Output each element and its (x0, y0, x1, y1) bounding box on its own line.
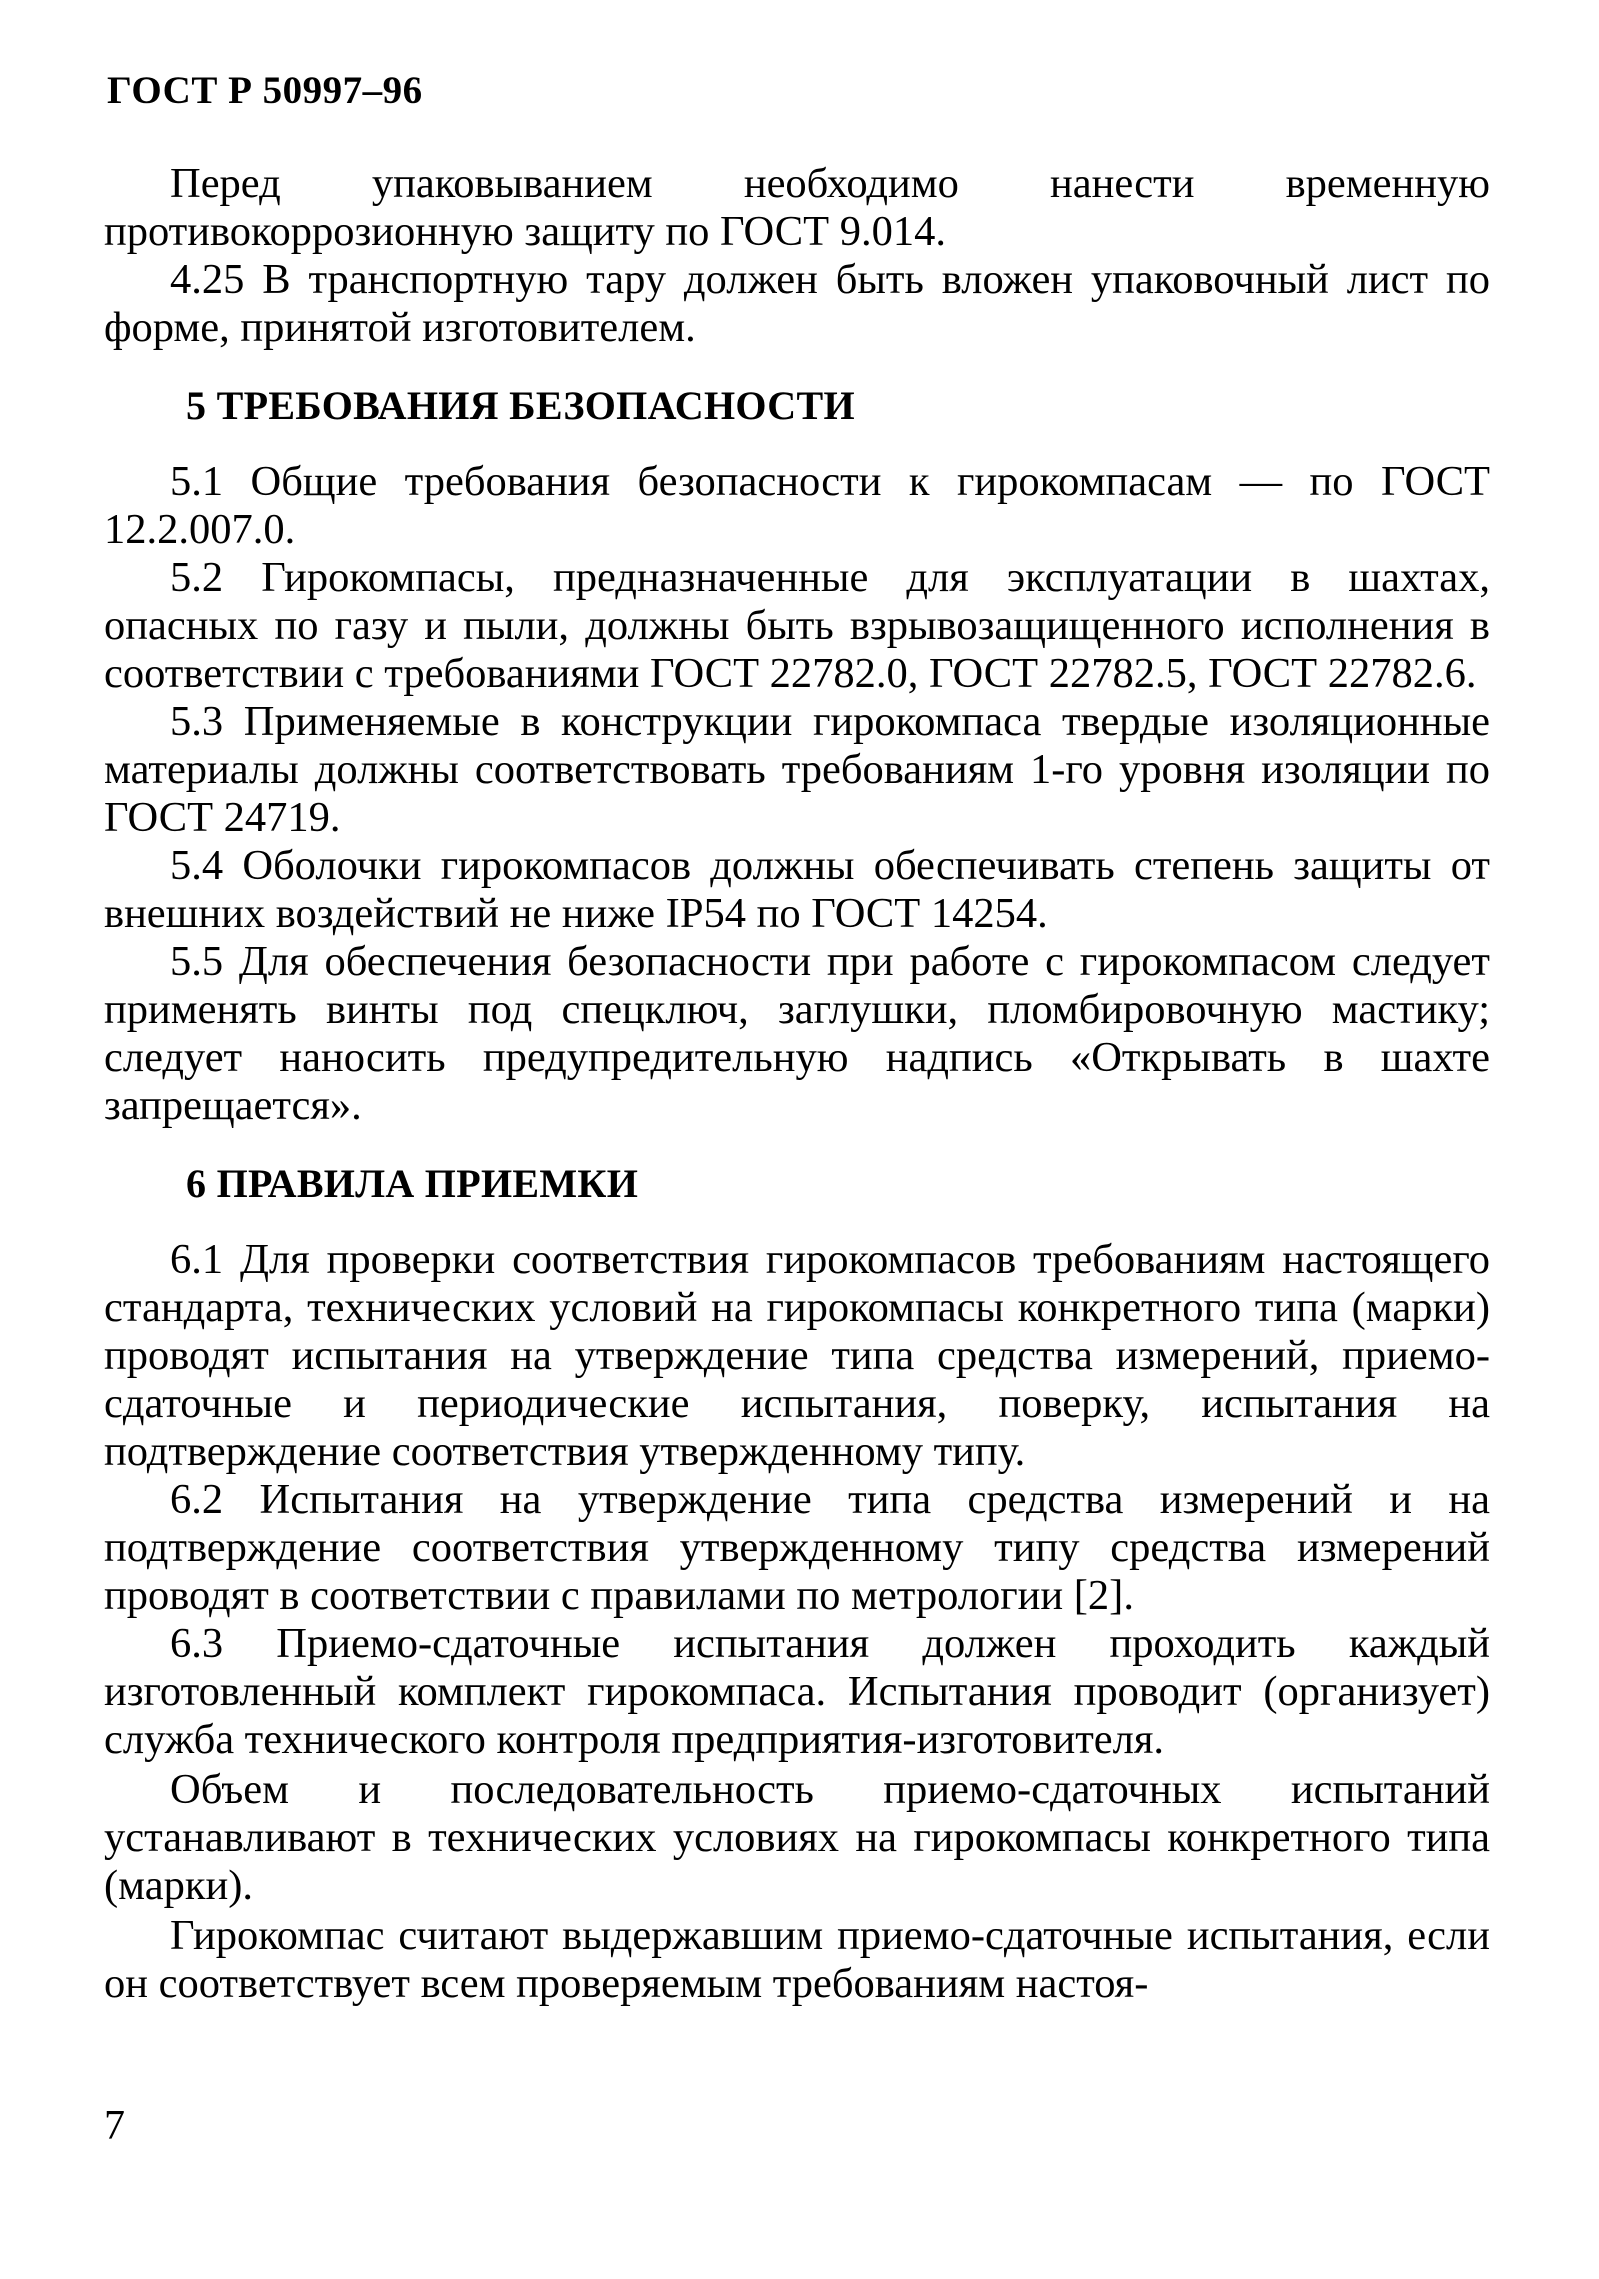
standard-header: ГОСТ Р 50997–96 (107, 69, 423, 112)
paragraph-6-1: 6.1 Для проверки соответствия гирокомпасов требованиям настоящего стандарта, технических условий на гирокомпасы конкретного типа (марки) проводят испытания на утверждение типа средства измерений, приемо-сдаточные и периодические испытания, поверку, испытания на подтверждение соответствия утвержденному типу. (104, 1236, 1490, 1475)
paragraph-5-1: 5.1 Общие требования безопасности к гирокомпасам — по ГОСТ 12.2.007.0. (104, 458, 1490, 553)
paragraph-4-24-continuation: Перед упаковыванием необходимо нанести временную противокоррозионную защиту по ГОСТ 9.014. (104, 160, 1490, 255)
paragraph-6-3-pass-criteria: Гирокомпас считают выдержавшим приемо-сдаточные испытания, если он соответствует всем проверяемым требованиям настоя- (104, 1912, 1490, 2007)
page-number: 7 (104, 2103, 125, 2149)
paragraph-6-2: 6.2 Испытания на утверждение типа средства измерений и на подтверждение соответствия утвержденному типу средства измерений проводят в соответствии с правилами по метрологии [2]. (104, 1476, 1490, 1619)
paragraph-6-3-volume: Объем и последовательность приемо-сдаточных испытаний устанавливают в технических условиях на гирокомпасы конкретного типа (марки). (104, 1766, 1490, 1909)
section-6-title: 6 ПРАВИЛА ПРИЕМКИ (186, 1161, 639, 1206)
paragraph-5-4: 5.4 Оболочки гирокомпасов должны обеспечивать степень защиты от внешних воздействий не ниже IP54 по ГОСТ 14254. (104, 842, 1490, 937)
paragraph-4-25: 4.25 В транспортную тару должен быть вложен упаковочный лист по форме, принятой изготовителем. (104, 256, 1490, 351)
paragraph-6-3: 6.3 Приемо-сдаточные испытания должен проходить каждый изготовленный комплект гирокомпаса. Испытания проводит (организует) служба технического контроля предприятия-изготовителя. (104, 1620, 1490, 1763)
section-5-title: 5 ТРЕБОВАНИЯ БЕЗОПАСНОСТИ (186, 383, 855, 428)
paragraph-5-3: 5.3 Применяемые в конструкции гирокомпаса твердые изоляционные материалы должны соответствовать требованиям 1-го уровня изоляции по ГОСТ 24719. (104, 698, 1490, 841)
paragraph-5-5: 5.5 Для обеспечения безопасности при работе с гирокомпасом следует применять винты под спецключ, заглушки, пломбировочную мастику; следует наносить предупредительную надпись «Открывать в шахте запрещается». (104, 938, 1490, 1129)
document-body (104, 160, 1490, 2008)
paragraph-5-2: 5.2 Гирокомпасы, предназначенные для эксплуатации в шахтах, опасных по газу и пыли, должны быть взрывозащищенного исполнения в соответствии с требованиями ГОСТ 22782.0, ГОСТ 22782.5, ГОСТ 22782.6. (104, 554, 1490, 697)
